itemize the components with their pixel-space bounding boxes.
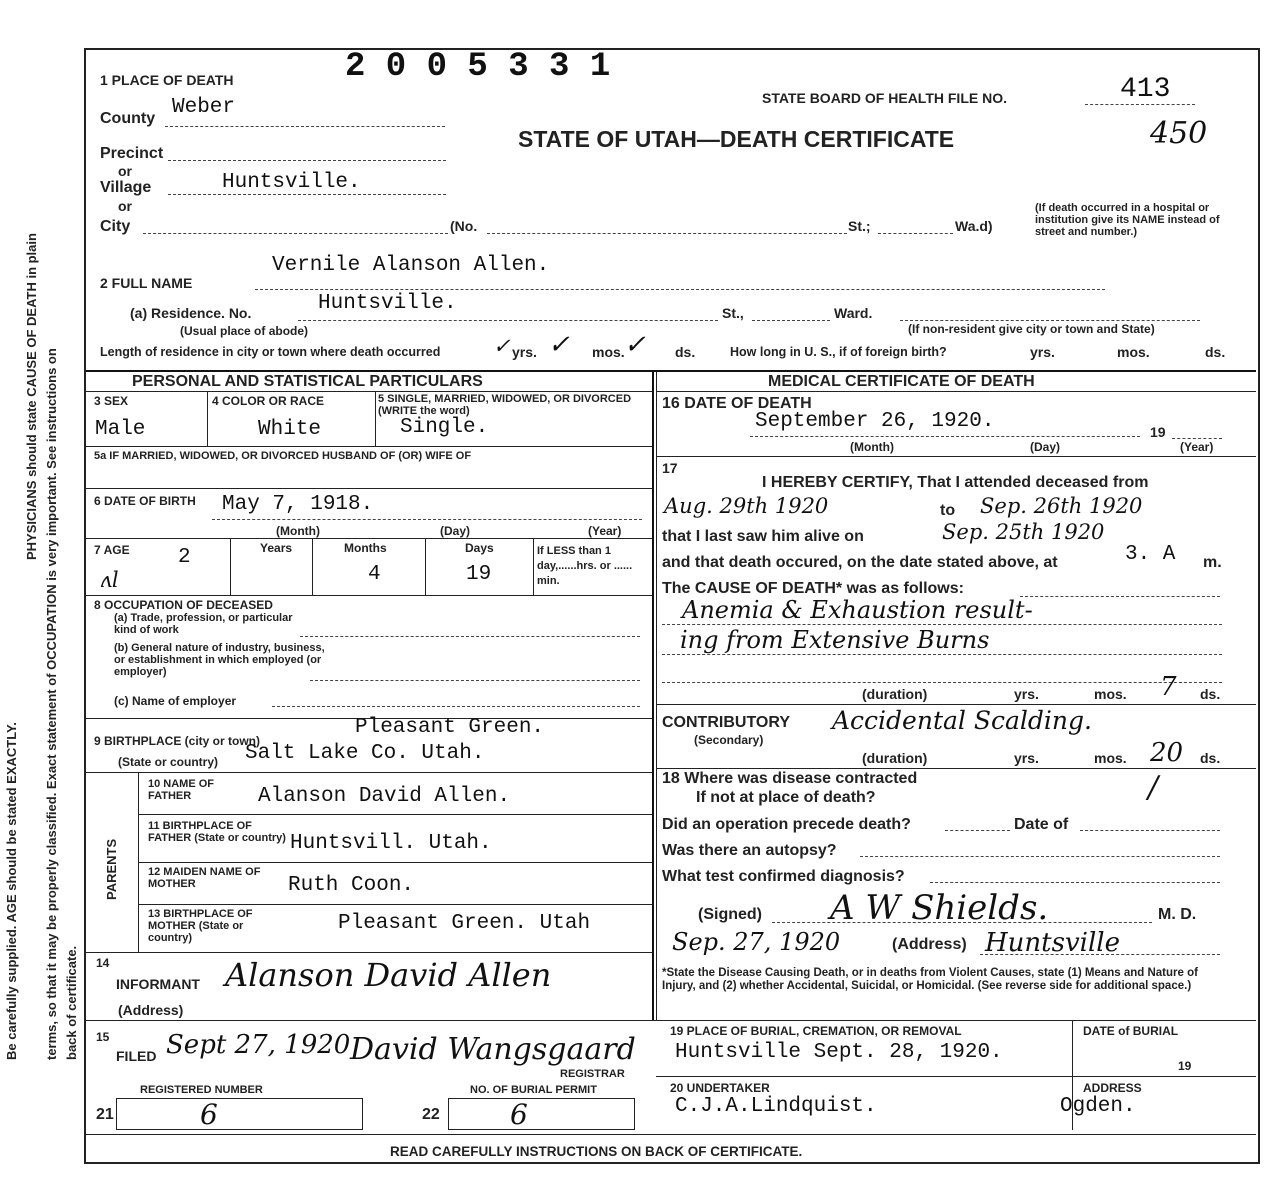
ward-label: Wa.d) — [955, 218, 993, 234]
cert-num: 17 — [662, 460, 678, 476]
mos-label: mos. — [592, 344, 625, 360]
father-bp-value: Huntsvill. Utah. — [290, 832, 492, 855]
undertaker-label: 20 UNDERTAKER — [670, 1081, 770, 1095]
occupation-label: 8 OCCUPATION OF DECEASED — [94, 598, 273, 612]
age-check: ʌl — [100, 568, 119, 592]
duration-days: 7 — [1160, 672, 1177, 702]
less-than-label: If LESS than 1 day,......hrs. or ...... min. — [537, 545, 633, 587]
certify-text: I HEREBY CERTIFY, That I attended deceased from — [762, 474, 1149, 491]
color-label: 4 COLOR OR RACE — [212, 394, 325, 408]
informant-address-label: (Address) — [118, 1002, 184, 1018]
duration2-yrs: yrs. — [1014, 750, 1039, 766]
filed-num: 15 — [96, 1030, 110, 1044]
duration-label: (duration) — [862, 686, 928, 702]
phys-address-label: (Address) — [892, 936, 967, 953]
disease-note: If not at place of death? — [696, 789, 876, 806]
attended-to: Sep. 26th 1920 — [980, 494, 1143, 518]
date-of-death-label: 16 DATE OF DEATH — [662, 395, 812, 412]
spouse-label: 5a IF MARRIED, WIDOWED, OR DIVORCED HUSBAND OF (OR) WIFE OF — [94, 450, 472, 462]
full-name-label: 2 FULL NAME — [100, 275, 193, 291]
to-label: to — [940, 502, 956, 519]
us-mos-label: mos. — [1117, 344, 1150, 360]
village-value: Huntsville. — [222, 171, 361, 194]
informant-signature: Alanson David Allen — [225, 956, 552, 994]
death-time: 3. A — [1125, 543, 1176, 566]
autopsy-label: Was there an autopsy? — [662, 842, 837, 859]
date-of-label: Date of — [1014, 816, 1069, 833]
secondary-label: (Secondary) — [694, 733, 764, 747]
m-label: m. — [1203, 554, 1222, 571]
sex-value: Male — [95, 418, 146, 441]
operation-label: Did an operation precede death? — [662, 816, 911, 833]
phys-address: Huntsville — [985, 928, 1120, 958]
burial-date-label: DATE of BURIAL — [1083, 1024, 1179, 1038]
st-label: St.; — [848, 218, 871, 234]
birthplace-label: 9 BIRTHPLACE (city or town) — [94, 734, 261, 748]
check-mark-ds: ✓ — [624, 330, 646, 360]
dob-year-label: (Year) — [588, 524, 622, 538]
contributory-value: Accidental Scalding. — [832, 706, 1092, 735]
medical-footnote: *State the Disease Causing Death, or in deaths from Violent Causes, state (1) Means and Nature of Injury, and (2) whether Accidental, Suicidal, or Homicidal. (See reverse side for additional space.) — [662, 967, 1198, 992]
burial-permit-box — [448, 1098, 635, 1130]
age-days: 19 — [466, 563, 492, 586]
father-bp-label: 11 BIRTHPLACE OF FATHER (State or country) — [148, 820, 286, 844]
burial-permit-prefix: 22 — [422, 1106, 440, 1123]
duration-ds: ds. — [1200, 686, 1221, 702]
reg-num-box — [116, 1098, 363, 1130]
handwritten-number: 450 — [1150, 116, 1208, 151]
side-note-4: Be carefully supplied. AGE should be stated EXACTLY. — [4, 722, 19, 1060]
burial-place: Huntsville Sept. 28, 1920. — [675, 1041, 1003, 1064]
age-label: 7 AGE — [94, 543, 130, 557]
or-label-1: or — [118, 163, 132, 179]
nonresident-note: (If non-resident give city or town and State) — [908, 322, 1155, 336]
reg-num-label: REGISTERED NUMBER — [140, 1084, 263, 1096]
us-ds-label: ds. — [1205, 344, 1226, 360]
physician-signature: A W Shields. — [830, 888, 1049, 928]
full-name-value: Vernile Alanson Allen. — [272, 254, 550, 277]
us-label: How long in U. S., if of foreign birth? — [730, 345, 947, 359]
county-label: County — [100, 110, 156, 127]
dob-day-label: (Day) — [440, 524, 471, 538]
months-label: Months — [344, 541, 387, 555]
village-label: Village — [100, 179, 152, 196]
certificate-title: STATE OF UTAH—DEATH CERTIFICATE — [518, 126, 955, 152]
dob-value: May 7, 1918. — [222, 493, 374, 516]
birthplace-state: Salt Lake Co. Utah. — [245, 742, 485, 765]
signed-date: Sep. 27, 1920 — [672, 928, 841, 956]
no-label: (No. — [450, 218, 478, 234]
burial-label: 19 PLACE OF BURIAL, CREMATION, OR REMOVAL — [670, 1024, 962, 1038]
side-note-2: terms, so that it may be properly classified. Exact statement of OCCUPATION is very important. See instructions on — [44, 348, 59, 1060]
us-yrs-label: yrs. — [1030, 344, 1055, 360]
usual-abode-label: (Usual place of abode) — [180, 324, 309, 338]
duration-mos: mos. — [1094, 686, 1127, 702]
last-saw-date: Sep. 25th 1920 — [942, 520, 1105, 544]
attended-from: Aug. 29th 1920 — [664, 494, 829, 518]
sex-label: 3 SEX — [94, 394, 129, 408]
age-months: 4 — [368, 563, 381, 586]
duration2-days: 20 — [1150, 738, 1184, 768]
hospital-note: (If death occurred in a hospital or institution give its NAME instead of street and number.) — [1035, 202, 1220, 238]
mother-bp-value: Pleasant Green. Utah — [338, 912, 591, 935]
file-no: 413 — [1120, 74, 1171, 105]
city-label: City — [100, 218, 131, 235]
reg-num-value: 6 — [200, 1098, 218, 1131]
death-month-label: (Month) — [850, 440, 894, 454]
signed-label: (Signed) — [698, 906, 762, 923]
mother-label: 12 MAIDEN NAME OF MOTHER — [148, 866, 261, 890]
undertaker-value: C.J.A.Lindquist. — [675, 1095, 877, 1118]
place-of-death-label: 1 PLACE OF DEATH — [100, 72, 234, 88]
date-of-death-value: September 26, 1920. — [755, 410, 995, 433]
side-note-1: PHYSICIANS should state CAUSE OF DEATH in plain — [24, 233, 39, 560]
registrar-label: REGISTRAR — [560, 1068, 625, 1080]
residence-ward-label: Ward. — [834, 305, 873, 321]
occupation-c: (c) Name of employer — [114, 694, 237, 708]
residence-label: (a) Residence. No. — [130, 305, 252, 321]
residence-value: Huntsville. — [318, 292, 457, 315]
parents-label: PARENTS — [104, 838, 119, 900]
father-value: Alanson David Allen. — [258, 785, 511, 808]
certificate-number: 2 0 0 5 3 3 1 — [345, 48, 611, 86]
color-value: White — [258, 418, 322, 441]
dob-month-label: (Month) — [276, 524, 320, 538]
marital-value: Single. — [400, 416, 489, 439]
duration2-ds: ds. — [1200, 750, 1221, 766]
side-note-3: back of certificate. — [64, 945, 79, 1060]
undertaker-address: Ogden. — [1060, 1095, 1136, 1118]
cause-line-1: Anemia & Exhaustion result- — [682, 596, 1033, 624]
precinct-label: Precinct — [100, 145, 164, 162]
mother-bp-label: 13 BIRTHPLACE OF MOTHER (State or country) — [148, 908, 253, 944]
birthplace-state-label: (State or country) — [118, 755, 219, 769]
informant-label: INFORMANT — [116, 976, 200, 992]
mother-value: Ruth Coon. — [288, 874, 415, 897]
age-years: 2 — [178, 546, 191, 569]
occupation-a: (a) Trade, profession, or particular kind of work — [114, 612, 293, 636]
contributory-label: CONTRIBUTORY — [662, 714, 790, 731]
duration2-label: (duration) — [862, 750, 928, 766]
cause-label: The CAUSE OF DEATH* was as follows: — [662, 580, 964, 597]
occupation-b: (b) General nature of industry, business, or establishment in which employed (or employer) — [114, 642, 325, 678]
or-label-2: or — [118, 198, 132, 214]
md-label: M. D. — [1158, 906, 1197, 923]
death-occurred-label: and that death occured, on the date stated above, at — [662, 554, 1058, 571]
father-label: 10 NAME OF FATHER — [148, 778, 215, 802]
ds-label: ds. — [675, 344, 696, 360]
days-label: Days — [465, 541, 494, 555]
burial-nineteen: 19 — [1178, 1059, 1192, 1073]
death-day-label: (Day) — [1030, 440, 1061, 454]
birthplace-city: Pleasant Green. — [355, 716, 545, 739]
registrar-signature: David Wangsgaard — [350, 1032, 636, 1067]
death-year-label: (Year) — [1180, 440, 1214, 454]
duration-yrs: yrs. — [1014, 686, 1039, 702]
burial-permit-value: 6 — [510, 1098, 528, 1131]
residence-st-label: St., — [722, 305, 744, 321]
cause-line-2: ing from Extensive Burns — [680, 626, 990, 654]
last-saw-label: that I last saw him alive on — [662, 528, 864, 545]
check-mark-mos: ✓ — [548, 330, 570, 360]
filed-label: FILED — [116, 1048, 157, 1064]
filed-date: Sept 27, 1920 — [166, 1030, 351, 1060]
duration2-mos: mos. — [1094, 750, 1127, 766]
yrs-label: yrs. — [512, 344, 537, 360]
undertaker-address-label: ADDRESS — [1083, 1081, 1142, 1095]
length-residence-label: Length of residence in city or town where death occurred — [100, 345, 441, 359]
test-label: What test confirmed diagnosis? — [662, 868, 905, 885]
disease-dash: / — [1148, 770, 1159, 805]
medical-heading: MEDICAL CERTIFICATE OF DEATH — [768, 373, 1035, 390]
years-label: Years — [260, 541, 293, 555]
death-nineteen: 19 — [1150, 424, 1166, 440]
check-mark-yrs: ✓ — [493, 334, 511, 358]
personal-heading: PERSONAL AND STATISTICAL PARTICULARS — [132, 373, 483, 390]
burial-permit-label: NO. OF BURIAL PERMIT — [470, 1084, 597, 1096]
reg-num-prefix: 21 — [96, 1106, 114, 1123]
footer-instructions: READ CAREFULLY INSTRUCTIONS ON BACK OF CERTIFICATE. — [390, 1144, 803, 1159]
disease-contracted-label: 18 Where was disease contracted — [662, 770, 918, 787]
informant-num: 14 — [96, 956, 110, 970]
dob-label: 6 DATE OF BIRTH — [94, 494, 196, 508]
file-no-label: STATE BOARD OF HEALTH FILE NO. — [762, 90, 1007, 106]
marital-label: 5 SINGLE, MARRIED, WIDOWED, OR DIVORCED (WRITE the word) — [378, 393, 632, 417]
county-value: Weber — [172, 96, 236, 119]
